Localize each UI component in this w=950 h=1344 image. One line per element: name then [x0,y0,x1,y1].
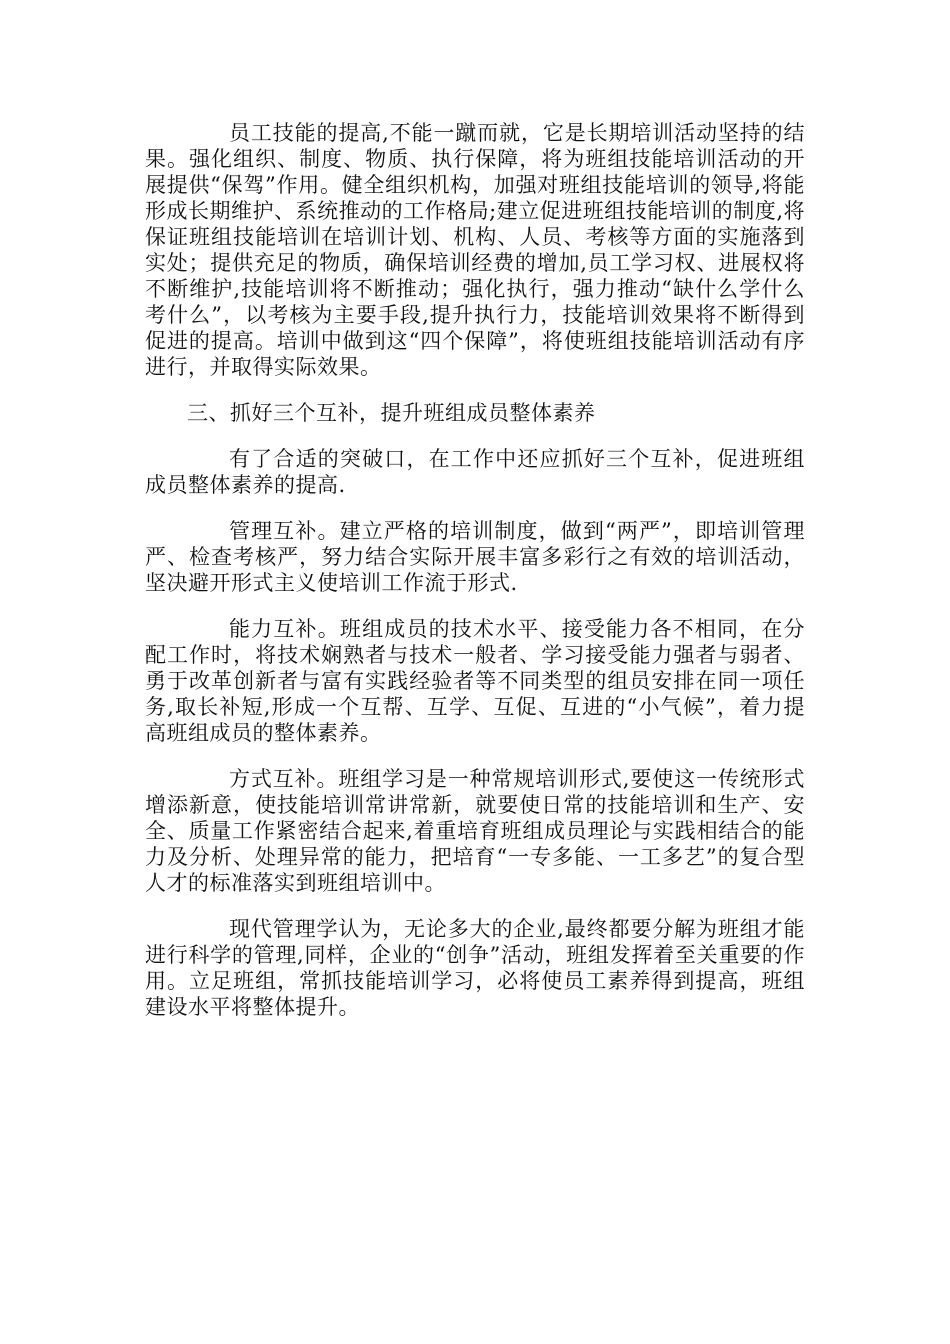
paragraph-management-complement: 管理互补。建立严格的培训制度，做到“两严”，即培训管理严、检查考核严，努力结合实际开展丰富多彩行之有效的培训活动，坚决避开形式主义使培训工作流于形式. [145,519,805,595]
paragraph-ability-complement: 能力互补。班组成员的技术水平、接受能力各不相同，在分配工作时，将技术娴熟者与技术一般者、学习接受能力强者与弱者、勇于改革创新者与富有实践经验者等不同类型的组员安排在同一项任务,取长补短,形成一个互帮、互学、互促、互进的“小气候”，着力提高班组成员的整体素养。 [145,617,805,745]
section-heading-three-complements: 三、抓好三个互补，提升班组成员整体素养 [187,401,596,425]
paragraph-skills-guarantee: 员工技能的提高,不能一蹴而就，它是长期培训活动坚持的结果。强化组织、制度、物质、执行保障，将为班组技能培训活动的开展提供“保驾”作用。健全组织机构，加强对班组技能培训的领导,将能形成长期维护、系统推动的工作格局;建立促进班组技能培训的制度,将保证班组技能培训在培训计划、机构、人员、考核等方面的实施落到实处；提供充足的物质，确保培训经费的增加,员工学习权、进展权将不断维护,技能培训将不断推动；强化执行，强力推动“缺什么学什么考什么”，以考核为主要手段,提升执行力，技能培训效果将不断得到促进的提高。培训中做到这“四个保障”，将使班组技能培训活动有序进行，并取得实际效果。 [145,121,805,379]
paragraph-intro-complements: 有了合适的突破口，在工作中还应抓好三个互补，促进班组成员整体素养的提高. [145,447,805,497]
paragraph-conclusion: 现代管理学认为，无论多大的企业,最终都要分解为班组才能进行科学的管理,同样，企业的“创争”活动，班组发挥着至关重要的作用。立足班组，常抓技能培训学习，必将使员工素养得到提高，班组建设水平将整体提升。 [145,917,805,1019]
document-body [145,120,805,1040]
paragraph-method-complement: 方式互补。班组学习是一种常规培训形式,要使这一传统形式增添新意，使技能培训常讲常新，就要使日常的技能培训和生产、安全、质量工作紧密结合起来,着重培育班组成员理论与实践相结合的能力及分析、处理异常的能力，把培育“一专多能、一工多艺”的复合型人才的标准落实到班组培训中。 [145,767,805,895]
